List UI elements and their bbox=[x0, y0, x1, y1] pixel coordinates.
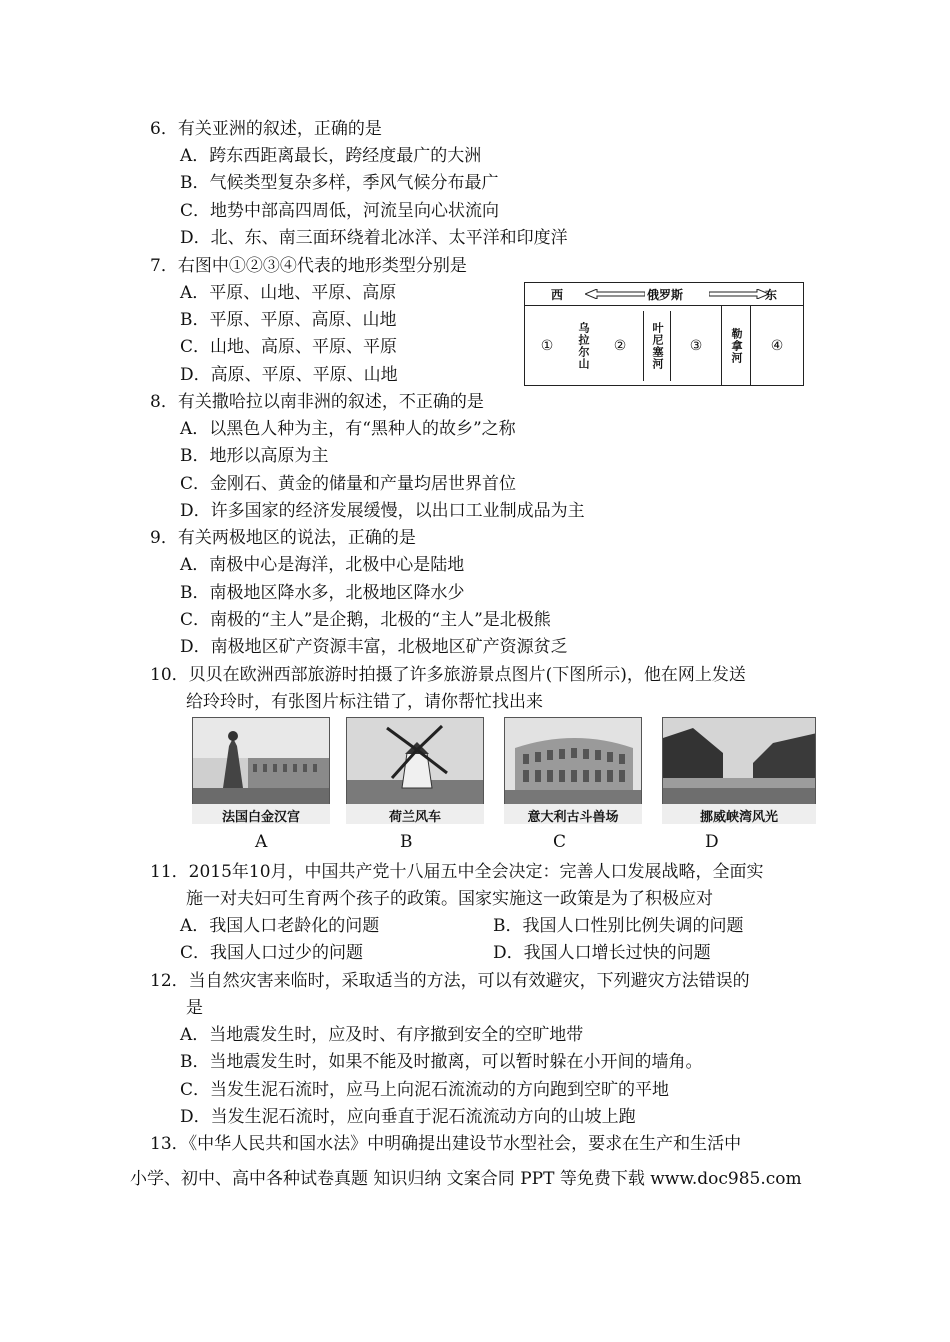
photo-letter-c: C bbox=[553, 832, 567, 852]
question-8-stem: 8．有关撒哈拉以南非洲的叙述，不正确的是 bbox=[150, 392, 484, 412]
question-6-stem: 6．有关亚洲的叙述，正确的是 bbox=[150, 119, 382, 139]
diagram-header bbox=[525, 283, 803, 306]
diagram-west-label: 西 bbox=[551, 288, 564, 302]
q9-option-d: D．南极地区矿产资源丰富，北极地区矿产资源贫乏 bbox=[180, 637, 568, 657]
q8-option-c: C．金刚石、黄金的储量和产量均居世界首位 bbox=[180, 474, 517, 494]
q8-option-b: B．地形以高原为主 bbox=[180, 446, 329, 466]
q6-option-d: D．北、东、南三面环绕着北冰洋、太平洋和印度洋 bbox=[180, 228, 568, 248]
q12-option-b: B．当地震发生时，如果不能及时撤离，可以暂时躲在小开间的墙角。 bbox=[180, 1052, 703, 1072]
arrow-right-icon bbox=[709, 289, 769, 299]
question-12-stem-cont: 是 bbox=[186, 998, 203, 1018]
photo-letter-a: A bbox=[255, 832, 268, 852]
question-11-stem-cont: 施一对夫妇可生育两个孩子的政策。国家实施这一政策是为了积极应对 bbox=[186, 889, 713, 909]
q6-option-a: A．跨东西距离最长，跨经度最广的大洲 bbox=[180, 146, 482, 166]
q9-option-a: A．南极中心是海洋，北极中心是陆地 bbox=[180, 555, 465, 575]
terrain-4: ④ bbox=[770, 338, 784, 354]
question-7-stem: 7．右图中①②③④代表的地形类型分别是 bbox=[150, 256, 467, 276]
photo-caption-a: 法国白金汉宫 bbox=[221, 810, 300, 825]
question-10-stem: 10．贝贝在欧洲西部旅游时拍摄了许多旅游景点图片(下图所示)，他在网上发送 bbox=[150, 665, 746, 685]
q12-option-d: D．当发生泥石流时，应向垂直于泥石流流动方向的山坡上跑 bbox=[180, 1107, 636, 1127]
q7-option-b: B．平原、平原、高原、山地 bbox=[180, 310, 397, 330]
photo-letter-d: D bbox=[705, 832, 719, 852]
terrain-3: ③ bbox=[689, 338, 703, 354]
q9-option-b: B．南极地区降水多，北极地区降水少 bbox=[180, 583, 465, 603]
q6-option-b: B．气候类型复杂多样，季风气候分布最广 bbox=[180, 173, 499, 193]
photo-caption-d: 挪威峡湾风光 bbox=[699, 810, 778, 825]
photo-colosseum bbox=[504, 717, 642, 805]
photo-dutch-windmill bbox=[346, 717, 484, 805]
arrow-left-icon bbox=[585, 289, 645, 299]
diagram-russia-label: 俄罗斯 bbox=[647, 288, 684, 302]
q6-option-c: C．地势中部高四周低，河流呈向心状流向 bbox=[180, 201, 500, 221]
question-12-stem: 12．当自然灾害来临时，采取适当的方法，可以有效避灾，下列避灾方法错误的 bbox=[150, 971, 750, 991]
q11-option-b: B．我国人口性别比例失调的问题 bbox=[493, 916, 744, 936]
ural-mountains: 乌拉尔山 bbox=[577, 321, 590, 370]
q8-option-a: A．以黑色人种为主，有“黑种人的故乡”之称 bbox=[180, 419, 516, 439]
q11-option-a: A．我国人口老龄化的问题 bbox=[180, 916, 380, 936]
question-9-stem: 9．有关两极地区的说法，正确的是 bbox=[150, 528, 416, 548]
question-10-stem-cont: 给玲玲时，有张图片标注错了，请你帮忙找出来 bbox=[186, 692, 543, 712]
question-11-stem: 11．2015年10月，中国共产党十八届五中全会决定：完善人口发展战略，全面实 bbox=[150, 862, 764, 882]
photo-letter-b: B bbox=[400, 832, 413, 852]
lena-river: 勒拿河 bbox=[721, 305, 751, 386]
photo-norway-fjord bbox=[662, 717, 816, 805]
yenisei-river: 叶尼塞河 bbox=[643, 311, 671, 381]
q8-option-d: D．许多国家的经济发展缓慢，以出口工业制成品为主 bbox=[180, 501, 585, 521]
q7-option-c: C．山地、高原、平原、平原 bbox=[180, 337, 398, 357]
q9-option-c: C．南极的“主人”是企鹅，北极的“主人”是北极熊 bbox=[180, 610, 551, 630]
diagram-east-label: 东 bbox=[765, 288, 778, 302]
photo-buckingham-palace bbox=[192, 717, 330, 805]
q7-option-a: A．平原、山地、平原、高原 bbox=[180, 283, 397, 303]
terrain-1: ① bbox=[540, 338, 554, 354]
q11-option-c: C．我国人口过少的问题 bbox=[180, 943, 364, 963]
q12-option-a: A．当地震发生时，应及时、有序撤到安全的空旷地带 bbox=[180, 1025, 584, 1045]
q11-option-d: D．我国人口增长过快的问题 bbox=[493, 943, 711, 963]
russia-terrain-diagram bbox=[524, 282, 804, 386]
terrain-2: ② bbox=[613, 338, 627, 354]
q12-option-c: C．当发生泥石流时，应马上向泥石流流动的方向跑到空旷的平地 bbox=[180, 1080, 670, 1100]
page-footer: 小学、初中、高中各种试卷真题 知识归纳 文案合同 PPT 等免费下载 www.doc985.com bbox=[130, 1169, 802, 1189]
q7-option-d: D．高原、平原、平原、山地 bbox=[180, 365, 398, 385]
photo-caption-c: 意大利古斗兽场 bbox=[527, 810, 619, 825]
photo-caption-b: 荷兰风车 bbox=[388, 810, 441, 825]
question-13-stem: 13．《中华人民共和国水法》中明确提出建设节水型社会，要求在生产和生活中 bbox=[150, 1134, 742, 1154]
